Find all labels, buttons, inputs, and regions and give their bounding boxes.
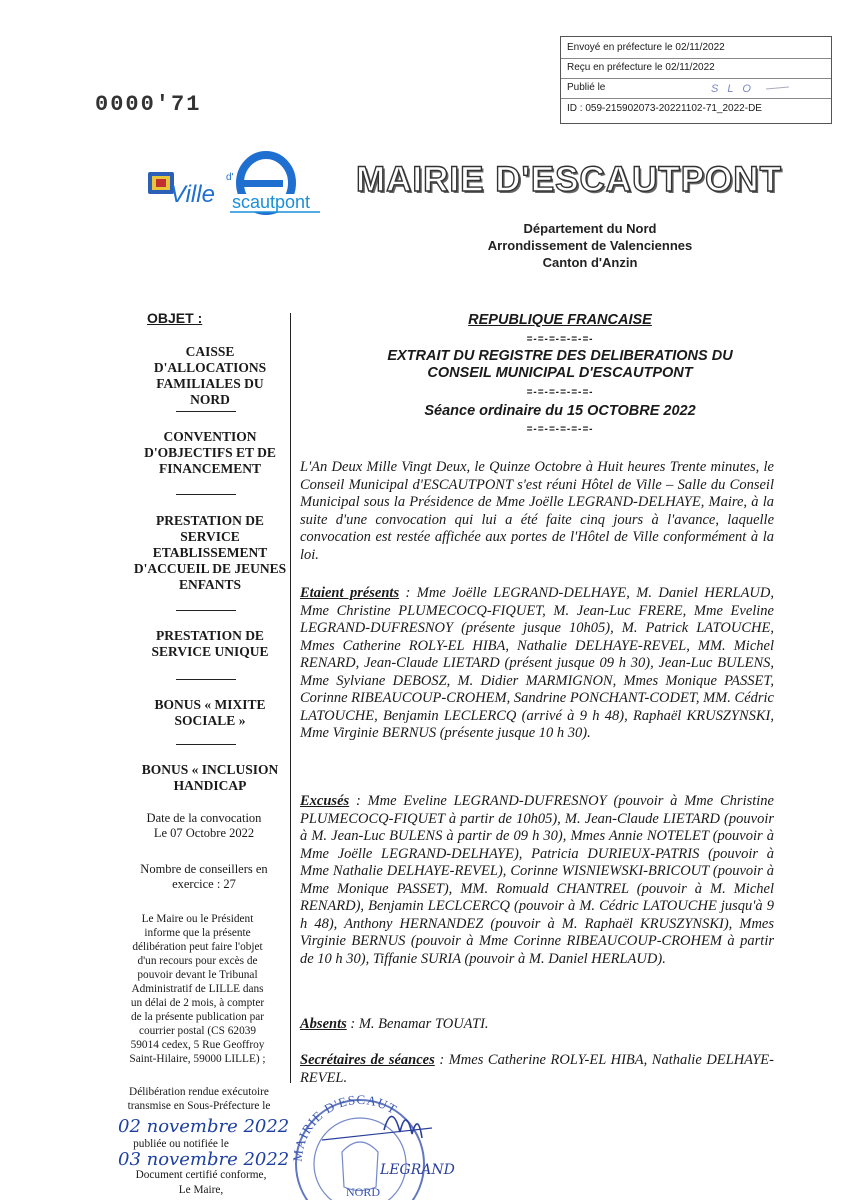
seal-text: MAIRIE D'ESCAUT <box>289 1091 400 1163</box>
administrative-header <box>470 220 710 271</box>
dash-separator: =-=-=-=-=-=- <box>526 334 594 345</box>
executoire-block <box>110 1085 288 1113</box>
recours-line: pouvoir devant le Tribunal <box>137 969 258 981</box>
objet-line: ETABLISSEMENT <box>152 545 268 560</box>
handwritten-publication-date: 03 novembre 2022 <box>118 1149 290 1170</box>
extrait-heading <box>300 348 820 382</box>
conseillers-value: exercice : 27 <box>172 877 236 891</box>
header-line: Département du Nord <box>523 221 657 236</box>
recours-line: 59014 cedex, 5 Rue Geoffroy <box>130 1039 265 1051</box>
extrait-line: CONSEIL MUNICIPAL D'ESCAUTPONT <box>427 365 693 381</box>
logo-d: d' <box>226 172 234 183</box>
objet-item-convention <box>135 429 285 477</box>
stamp-divider <box>561 98 831 99</box>
header-line: Arrondissement de Valenciennes <box>487 238 693 253</box>
absents-list: : M. Benamar TOUATI. <box>346 1016 489 1032</box>
objet-label: OBJET : <box>147 310 203 326</box>
absents-label: Absents <box>300 1016 347 1032</box>
objet-item-caf <box>135 344 285 408</box>
logo-ville: Ville <box>170 181 215 208</box>
seal-bottom-text: NORD <box>346 1185 381 1199</box>
dash-separator: =-=-=-=-=-=- <box>526 387 594 398</box>
executoire-line: Délibération rendue exécutoire <box>129 1086 269 1098</box>
presents-label: Etaient présents <box>300 585 400 601</box>
objet-line: ENFANTS <box>178 577 241 592</box>
stamp-published: Publié le <box>567 82 606 93</box>
presents-paragraph <box>300 585 774 743</box>
divider <box>176 411 236 412</box>
stamp-id: ID : 059-215902073-20221102-71_2022-DE <box>567 103 762 114</box>
recours-line: informe que la présente <box>144 927 251 939</box>
presents-list: : Mme Joëlle LEGRAND-DELHAYE, M. Daniel HERLAUD, Mme Christine PLUMECOCQ-FIQUET, M. Jean-Luc FRERE, Mme Eveline LEGRAND-DUFRESNOY (présente jusque 10h05), M. Patrick LATOUCHE, Mmes Catherine ROLY-EL HIBA, Nathalie DELHAYE-REVEL, MM. Michel RENARD, Jean-Claude LIETARD (présent jusque 09 h 30), Jean-Luc BULENS, Mme Sylviane DEBOSZ, M. Didier MARMIGNON, Mmes Monique PASSET, Corinne RIBEAUCOUP-CROHEM, Sandrine PONCHANT-CODET, MM. Cédric LATOUCHE, Benjamin LECLERCQ (arrivé à 9 h 48), Raphaël KRUSZYNSKI, Mme Virginie BERNUS (présente jusque 10 h 30). <box>300 585 774 741</box>
header-line: Canton d'Anzin <box>542 255 638 270</box>
objet-line: FINANCEMENT <box>158 461 261 476</box>
convocation-date <box>120 811 288 841</box>
objet-line: SERVICE <box>180 529 240 544</box>
objet-item-psu-eaje <box>128 513 292 593</box>
objet-line: HANDICAP <box>173 778 247 793</box>
certifie-conforme: Document certifié conforme, <box>135 1169 267 1181</box>
executoire-line: transmise en Sous-Préfecture le <box>127 1100 271 1112</box>
stamp-received: Reçu en préfecture le 02/11/2022 <box>567 62 715 73</box>
stamp-divider <box>561 58 831 59</box>
recours-line: Le Maire ou le Président <box>141 913 254 925</box>
objet-line: D'OBJECTIFS ET DE <box>144 445 276 460</box>
publication-stamp-mark <box>711 81 791 95</box>
objet-item-mixite <box>135 697 285 729</box>
seance-heading: Séance ordinaire du 15 OCTOBRE 2022 <box>424 403 696 419</box>
secretaires-label: Secrétaires de séances <box>300 1052 435 1068</box>
recours-notice <box>110 912 285 1066</box>
le-maire-label: Le Maire, <box>178 1184 224 1196</box>
extrait-line: EXTRAIT DU REGISTRE DES DELIBERATIONS DU <box>387 348 733 364</box>
signature: LEGRAND <box>380 1162 455 1178</box>
absents-paragraph <box>300 1016 774 1034</box>
dash-separator: =-=-=-=-=-=- <box>526 424 594 435</box>
objet-item-psu <box>135 628 285 660</box>
mairie-seal <box>272 1082 472 1200</box>
stamp-sent: Envoyé en préfecture le 02/11/2022 <box>567 42 725 53</box>
recours-line: de la présente publication par <box>131 1011 264 1023</box>
objet-line: SERVICE UNIQUE <box>151 644 269 659</box>
column-divider <box>290 313 291 1083</box>
publiee-label: publiée ou notifiée le <box>133 1138 229 1150</box>
objet-line: D'ALLOCATIONS <box>153 360 267 375</box>
conseillers-label: Nombre de conseillers en <box>140 862 268 876</box>
recours-line: Saint-Hilaire, 59000 LILLE) ; <box>129 1053 266 1065</box>
objet-line: BONUS « INCLUSION <box>141 762 279 777</box>
divider <box>176 679 236 680</box>
document-number: 0000'71 <box>95 92 202 117</box>
objet-line: D'ACCUEIL DE JEUNES <box>133 561 287 576</box>
logo-escautpont: scautpont <box>232 192 311 212</box>
objet-line: FAMILIALES DU NORD <box>156 376 264 407</box>
excuses-label: Excusés <box>300 793 350 809</box>
convocation-value: Le 07 Octobre 2022 <box>153 826 255 840</box>
recours-line: Administratif de LILLE dans <box>131 983 264 995</box>
objet-line: CONVENTION <box>163 429 257 444</box>
escautpont-logo <box>148 150 323 220</box>
recours-line: courrier postal (CS 62039 <box>138 1025 257 1037</box>
svg-text:MAIRIE D'ESCAUT <box>290 1092 400 1162</box>
divider <box>176 610 236 611</box>
objet-line: BONUS « MIXITE <box>154 697 266 712</box>
convocation-label: Date de la convocation <box>146 811 262 825</box>
divider <box>176 494 236 495</box>
objet-line: CAISSE <box>185 344 235 359</box>
stamp-divider <box>561 78 831 79</box>
objet-line: SOCIALE » <box>174 713 246 728</box>
intro-paragraph: L'An Deux Mille Vingt Deux, le Quinze Octobre à Huit heures Trente minutes, le Conseil Municipal d'ESCAUTPONT s'est réuni Hôtel de Ville – Salle du Conseil Municipal sous la Présidence de Mme Joëlle LEGRAND-DELHAYE, Maire, à la suite d'une convocation qui lui a été faite cinq jours à l'avance, laquelle convocation est restée affichée aux portes de l'Hôtel de Ville conformément à la loi. <box>300 459 774 563</box>
objet-item-handicap <box>128 762 292 794</box>
recours-line: d'un recours pour excès de <box>137 955 258 967</box>
left-column <box>105 310 285 326</box>
excuses-list: : Mme Eveline LEGRAND-DUFRESNOY (pouvoir à Mme Christine PLUMECOCQ-FIQUET à partir de 10h05), M. Jean-Claude LIETARD (pouvoir à M. Jean-Luc BULENS à partir de 09 h 30), Mmes Annie NOTELET (pouvoir à Mme Joëlle LEGRAND-DELHAYE), Patricia DURIEUX-PATRIS (pouvoir à Mme Nathalie DELHAYE-REVEL), Corinne WISNIEWSKI-BRICOUT (pouvoir à Mme Monique PASSET), MM. Romuald CHANTREL (pouvoir à M. Michel RENARD), Benjamin LECLCERCQ (pouvoir à M. Cédric LATOUCHE jusqu'à 9 h 48), Anthony HERNANDEZ (pouvoir à M. Raphaël KRUSZYNSKI), Mmes Virginie BERNUS (pouvoir à Mme Corinne RIBEAUCOUP-CROHEM à partir de 10 h 30), Tiffanie SURIA (pouvoir à M. Daniel HERLAUD). <box>300 793 774 967</box>
conseillers-count <box>120 862 288 892</box>
recours-line: délibération peut faire l'objet <box>132 941 263 953</box>
republique-heading: REPUBLIQUE FRANCAISE <box>468 312 652 328</box>
page-title: MAIRIE D'ESCAUTPONT <box>356 160 782 199</box>
objet-line: PRESTATION DE <box>156 513 264 528</box>
divider <box>176 744 236 745</box>
prefecture-stamp-box <box>560 36 832 124</box>
objet-line: PRESTATION DE <box>156 628 264 643</box>
excuses-paragraph <box>300 793 774 968</box>
secretaires-list: : Mmes Catherine ROLY-EL HIBA, Nathalie DELHAYE-REVEL. <box>300 1052 774 1086</box>
svg-text:Ville <box>170 181 215 208</box>
handwritten-transmission-date: 02 novembre 2022 <box>118 1116 290 1137</box>
recours-line: un délai de 2 mois, à compter <box>130 997 265 1009</box>
svg-text:S L O: S L O <box>711 83 754 95</box>
